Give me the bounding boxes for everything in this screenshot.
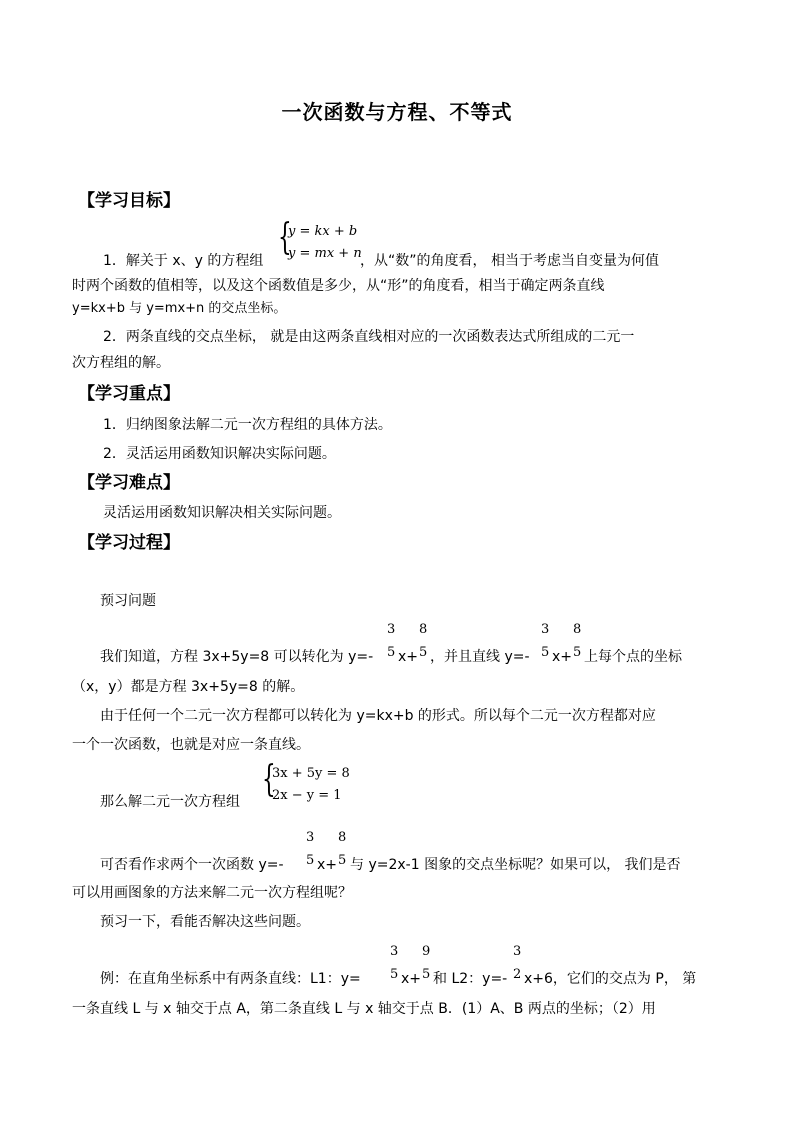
key-item-2: 2．灵活运用函数知识解决实际问题。: [103, 446, 336, 462]
goal-2-line-2: 次方程组的解。: [72, 355, 170, 371]
example-line-2: 一条直线 L 与 x 轴交于点 A，第二条直线 L 与 x 轴交于点 B．(1）A、B 两点的坐标；（2）用: [72, 1001, 656, 1017]
preview-p1-line-2: （x，y）都是方程 3x+5y=8 的解。: [72, 679, 305, 695]
system-eq-1: 3x + 5y = 8: [272, 766, 350, 781]
section-process-heading: 【学习过程】: [78, 533, 180, 553]
preview-p2-line-1: 由于任何一个二元一次方程都可以转化为 y=kx+b 的形式。所以每个二元一次方程都对应: [100, 708, 656, 724]
goal-1-line-2: 时两个函数的值相等，以及这个函数值是多少，从“形”的角度看，相当于确定两条直线: [72, 278, 605, 294]
fraction-denominator: 5: [338, 853, 347, 868]
fraction-denominator: 5: [306, 853, 315, 868]
preview-p4-part-c: 与 y=2x-1 图象的交点坐标呢？如果可以， 我们是否: [350, 857, 681, 873]
preview-p3: 那么解二元一次方程组: [100, 794, 240, 810]
fraction-denominator: 5: [387, 645, 396, 660]
fraction-denominator: 5: [422, 967, 431, 982]
fraction-denominator: 5: [390, 967, 399, 982]
fraction-numerator: 9: [422, 944, 431, 959]
example-part-c: 和 L2：y=-: [433, 971, 508, 987]
goal-1-prefix: 1．解关于 x、y 的方程组: [103, 253, 264, 269]
section-key-heading: 【学习重点】: [78, 384, 180, 404]
equation-system-3x5y: { 3x + 5y = 8 2x − y = 1: [262, 759, 350, 803]
fraction-numerator: 3: [541, 622, 550, 637]
preview-p1-part-b: x+: [398, 649, 419, 665]
fraction-denominator: 5: [541, 645, 550, 660]
preview-p2-line-2: 一个一次函数，也就是对应一条直线。: [72, 737, 310, 753]
fraction-numerator: 3: [513, 944, 522, 959]
system-eq-2: 2x − y = 1: [272, 788, 342, 803]
fraction-numerator: 8: [338, 830, 347, 845]
fraction-numerator: 8: [573, 622, 582, 637]
preview-p5: 预习一下，看能否解决这些问题。: [100, 914, 310, 930]
fraction-numerator: 3: [390, 944, 399, 959]
goal-1-line-3: y=kx+b 与 y=mx+n 的交点坐标。: [72, 301, 287, 316]
goal-1-suffix: ，从“数”的角度看， 相当于考虑当自变量为何值: [360, 253, 659, 269]
preview-p1-part-d: x+: [552, 649, 573, 665]
preview-p1-part-e: 上每个点的坐标: [584, 649, 682, 665]
example-part-b: x+: [401, 971, 422, 987]
example-part-d: x+6，它们的交点为 P， 第: [524, 971, 697, 987]
goal-2-line-1: 2．两条直线的交点坐标， 就是由这两条直线相对应的一次函数表达式所组成的二元一: [103, 329, 635, 345]
fraction-denominator: 5: [573, 645, 582, 660]
section-difficulty-heading: 【学习难点】: [78, 473, 180, 493]
section-goal-heading: 【学习目标】: [78, 191, 180, 211]
preview-p4-line-2: 可以用画图象的方法来解二元一次方程组呢？: [72, 885, 352, 901]
difficulty-text: 灵活运用函数知识解决相关实际问题。: [103, 505, 341, 521]
preview-p4-part-b: x+: [317, 857, 338, 873]
equation-system-kx-mx: { y = kx + b y = mx + n: [278, 217, 362, 261]
fraction-numerator: 3: [306, 830, 315, 845]
system-eq-2: y = mx + n: [288, 246, 362, 261]
preview-p4-part-a: 可否看作求两个一次函数 y=-: [100, 857, 284, 873]
preview-p1-part-c: ，并且直线 y=-: [430, 649, 530, 665]
preview-heading: 预习问题: [100, 593, 156, 609]
page-title: 一次函数与方程、不等式: [281, 100, 513, 124]
key-item-1: 1．归纳图象法解二元一次方程组的具体方法。: [103, 417, 392, 433]
example-part-a: 例：在直角坐标系中有两条直线：L1：y=: [100, 971, 361, 987]
fraction-numerator: 8: [419, 622, 428, 637]
fraction-denominator: 2: [513, 967, 522, 982]
fraction-denominator: 5: [419, 645, 428, 660]
system-eq-1: y = kx + b: [288, 224, 358, 239]
preview-p1-part-a: 我们知道，方程 3x+5y=8 可以转化为 y=-: [100, 649, 374, 665]
fraction-numerator: 3: [387, 622, 396, 637]
